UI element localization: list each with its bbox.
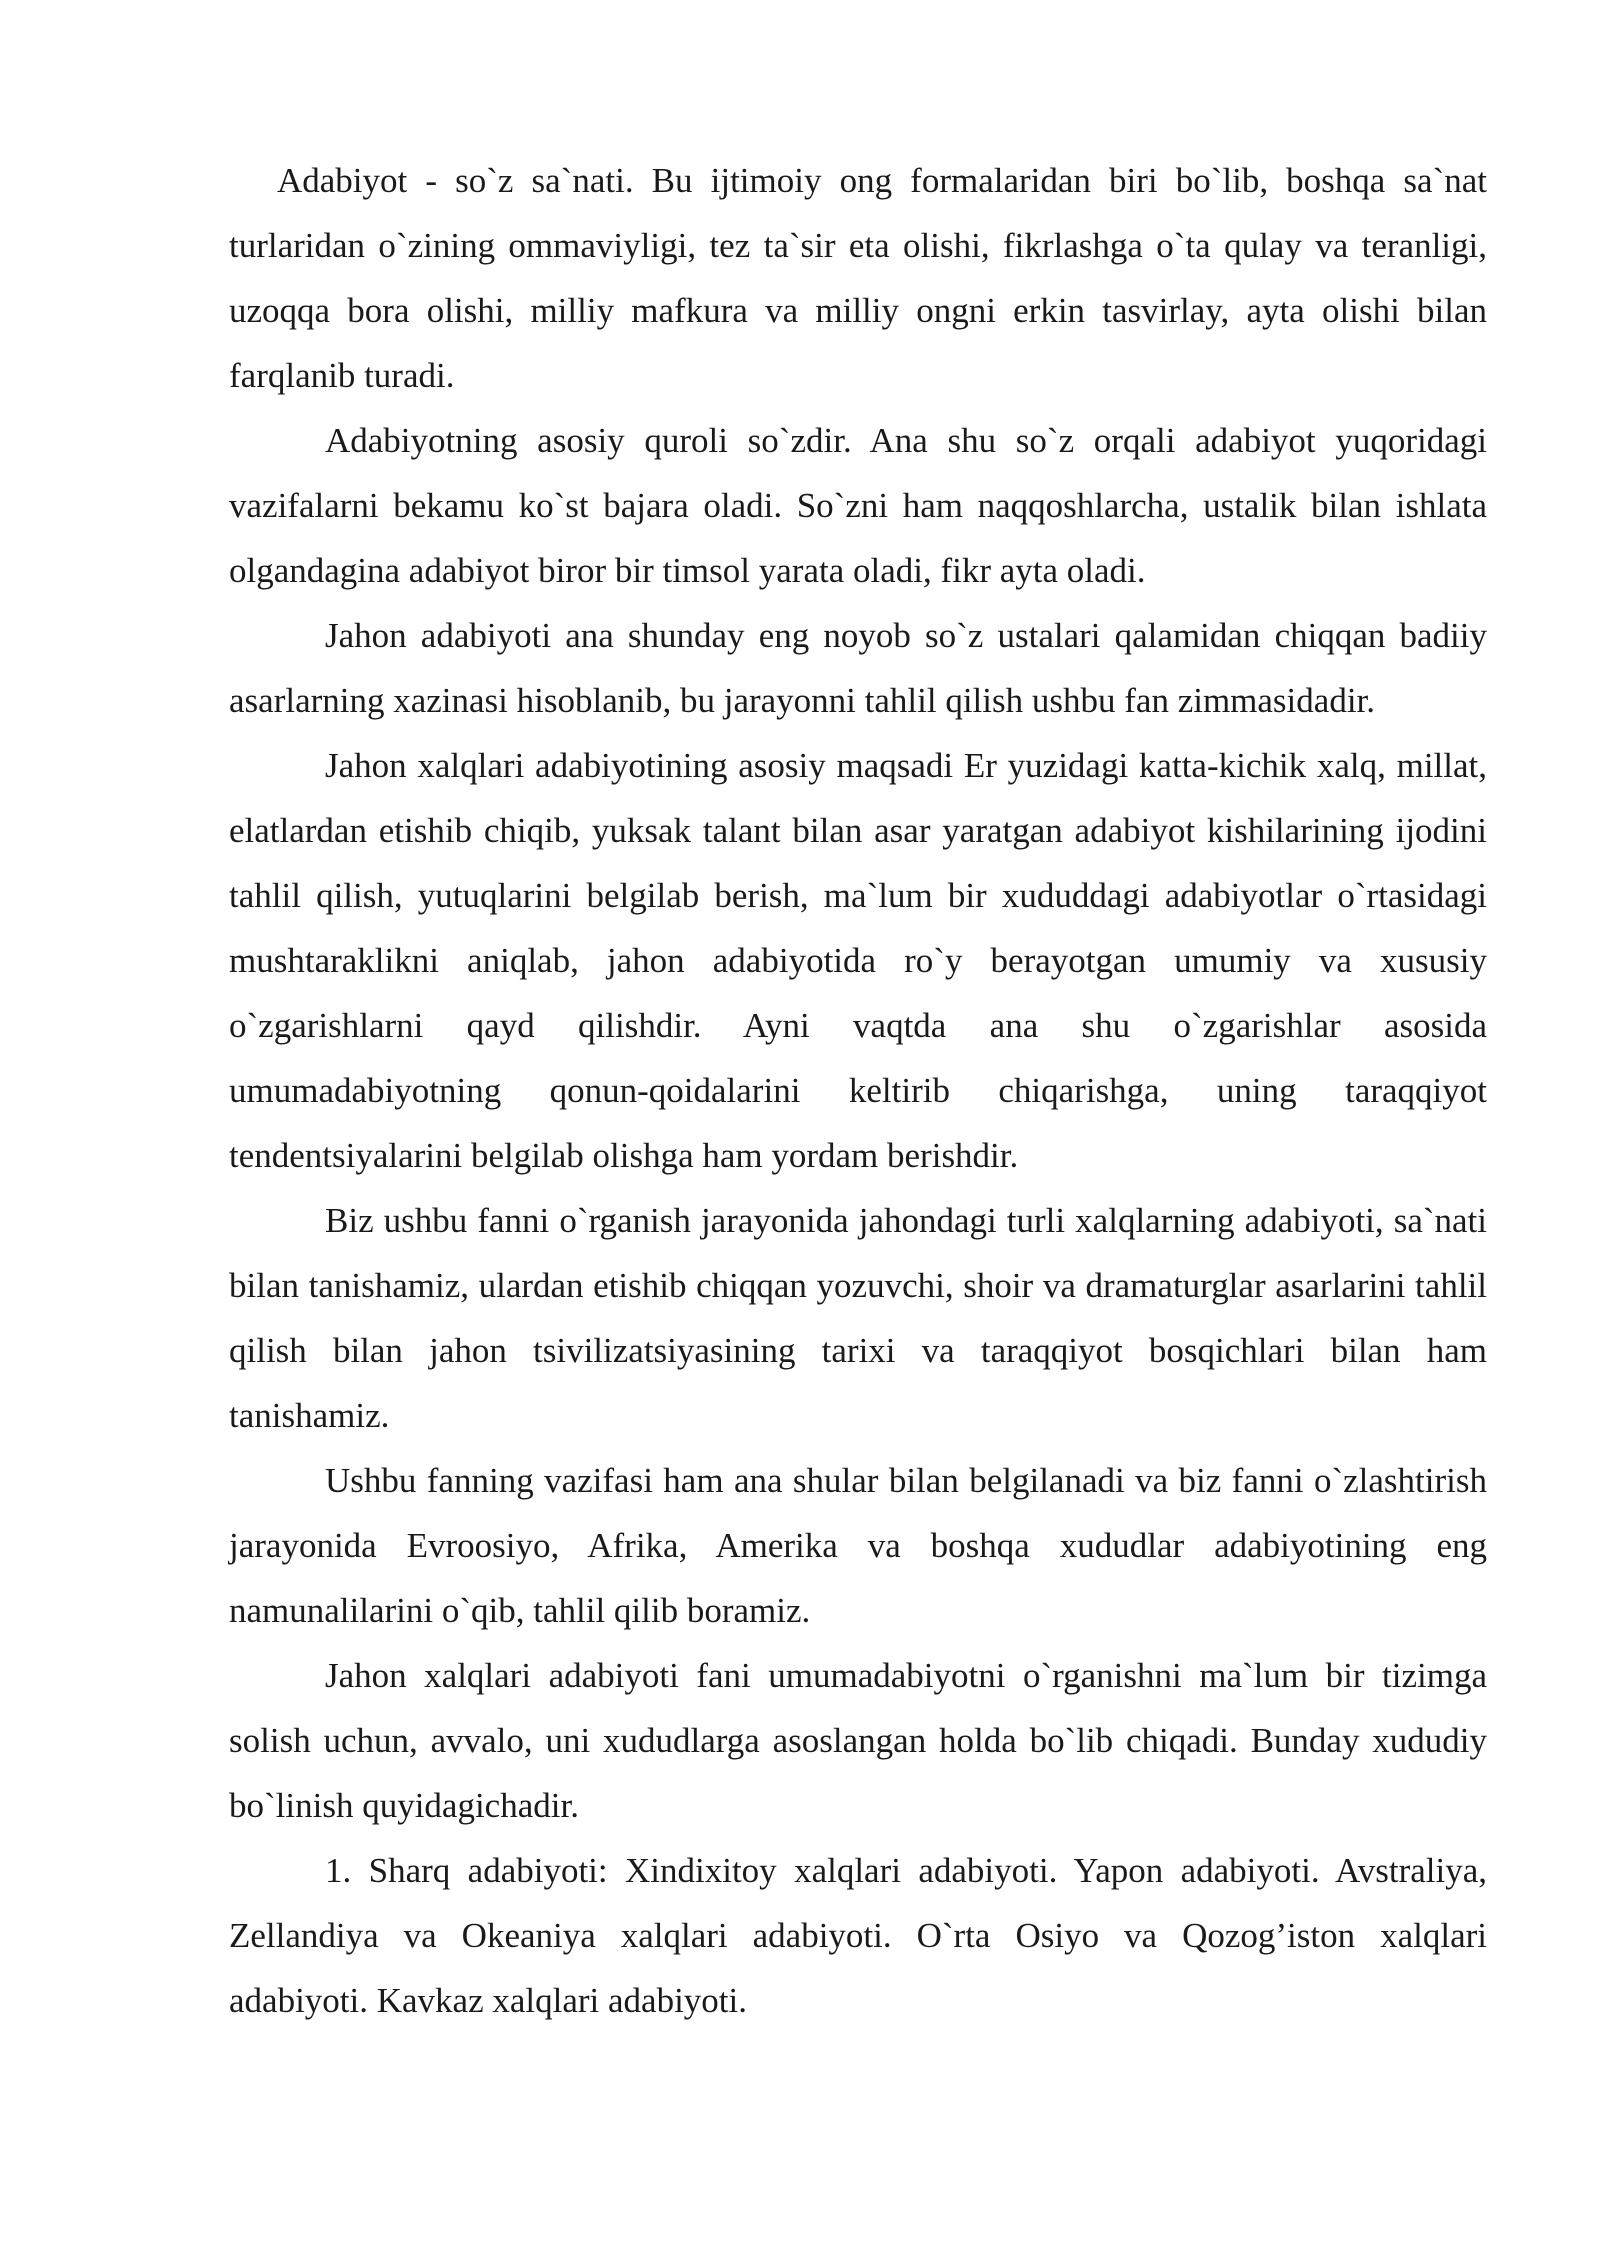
paragraph-study-process: Biz ushbu fanni o`rganish jarayonida jahondagi turli xalqlarning adabiyoti, sa`nati bilan tanishamiz, ulardan etishib chiqqan yozuvchi, shoir va dramaturglar asarlarini tahlil qilish bilan jahon tsivilizatsiyasining tarixi va taraqqiyot bosqichlari bilan ham tanishamiz.	[229, 1201, 1487, 1435]
paragraph-subject-task: Ushbu fanning vazifasi ham ana shular bilan belgilanadi va biz fanni o`zlashtirish jarayonida Evroosiyo, Afrika, Amerika va boshqa xududlar adabiyotining eng namunalilarini o`qib, tahlil qilib boramiz.	[229, 1461, 1487, 1630]
paragraph-main-goal: Jahon xalqlari adabiyotining asosiy maqsadi Er yuzidagi katta-kichik xalq, millat, elatlardan etishib chiqib, yuksak talant bilan asar yaratgan adabiyot kishilarining ijodini tahlil qilish, yutuqlarini belgilab berish, ma`lum bir xududdagi adabiyotlar o`rtasidagi mushtaraklikni aniqlab, jahon adabiyotida ro`y berayotgan umumiy va xususiy o`zgarishlarni qayd qilishdir. Ayni vaqtda ana shu o`zgarishlar asosida umumadabiyotning qonun-qoidalarini keltirib chiqarishga, uning taraqqiyot tendentsiyalarini belgilab olishga ham yordam berishdir.	[229, 746, 1487, 1175]
paragraph-regional-division: Jahon xalqlari adabiyoti fani umumadabiyotni o`rganishni ma`lum bir tizimga solish uchun, avvalo, uni xududlarga asoslangan holda bo`lib chiqadi. Bunday xududiy bo`linish quyidagichadir.	[229, 1656, 1487, 1825]
document-body	[229, 148, 1487, 2033]
paragraph-word-weapon: Adabiyotning asosiy quroli so`zdir. Ana shu so`z orqali adabiyot yuqoridagi vazifalarni bekamu ko`st bajara oladi. So`zni ham naqqoshlarcha, ustalik bilan ishlata olgandagina adabiyot biror bir timsol yarata oladi, fikr ayta oladi.	[229, 421, 1487, 590]
paragraph-world-literature: Jahon adabiyoti ana shunday eng noyob so`z ustalari qalamidan chiqqan badiiy asarlarning xazinasi hisoblanib, bu jarayonni tahlil qilish ushbu fan zimmasidadir.	[229, 616, 1487, 720]
paragraph-intro: Adabiyot - so`z sa`nati. Bu ijtimoiy ong formalaridan biri bo`lib, boshqa sa`nat turlaridan o`zining ommaviyligi, tez ta`sir eta olishi, fikrlashga o`ta qulay va teranligi, uzoqqa bora olishi, milliy mafkura va milliy ongni erkin tasvirlay, ayta olishi bilan farqlanib turadi.	[229, 161, 1487, 395]
list-item-eastern-literature: 1. Sharq adabiyoti: Xindixitoy xalqlari adabiyoti. Yapon adabiyoti. Avstraliya, Zellandiya va Okeaniya xalqlari adabiyoti. O`rta Osiyo va Qozog’iston xalqlari adabiyoti. Kavkaz xalqlari adabiyoti.	[229, 1851, 1487, 2020]
